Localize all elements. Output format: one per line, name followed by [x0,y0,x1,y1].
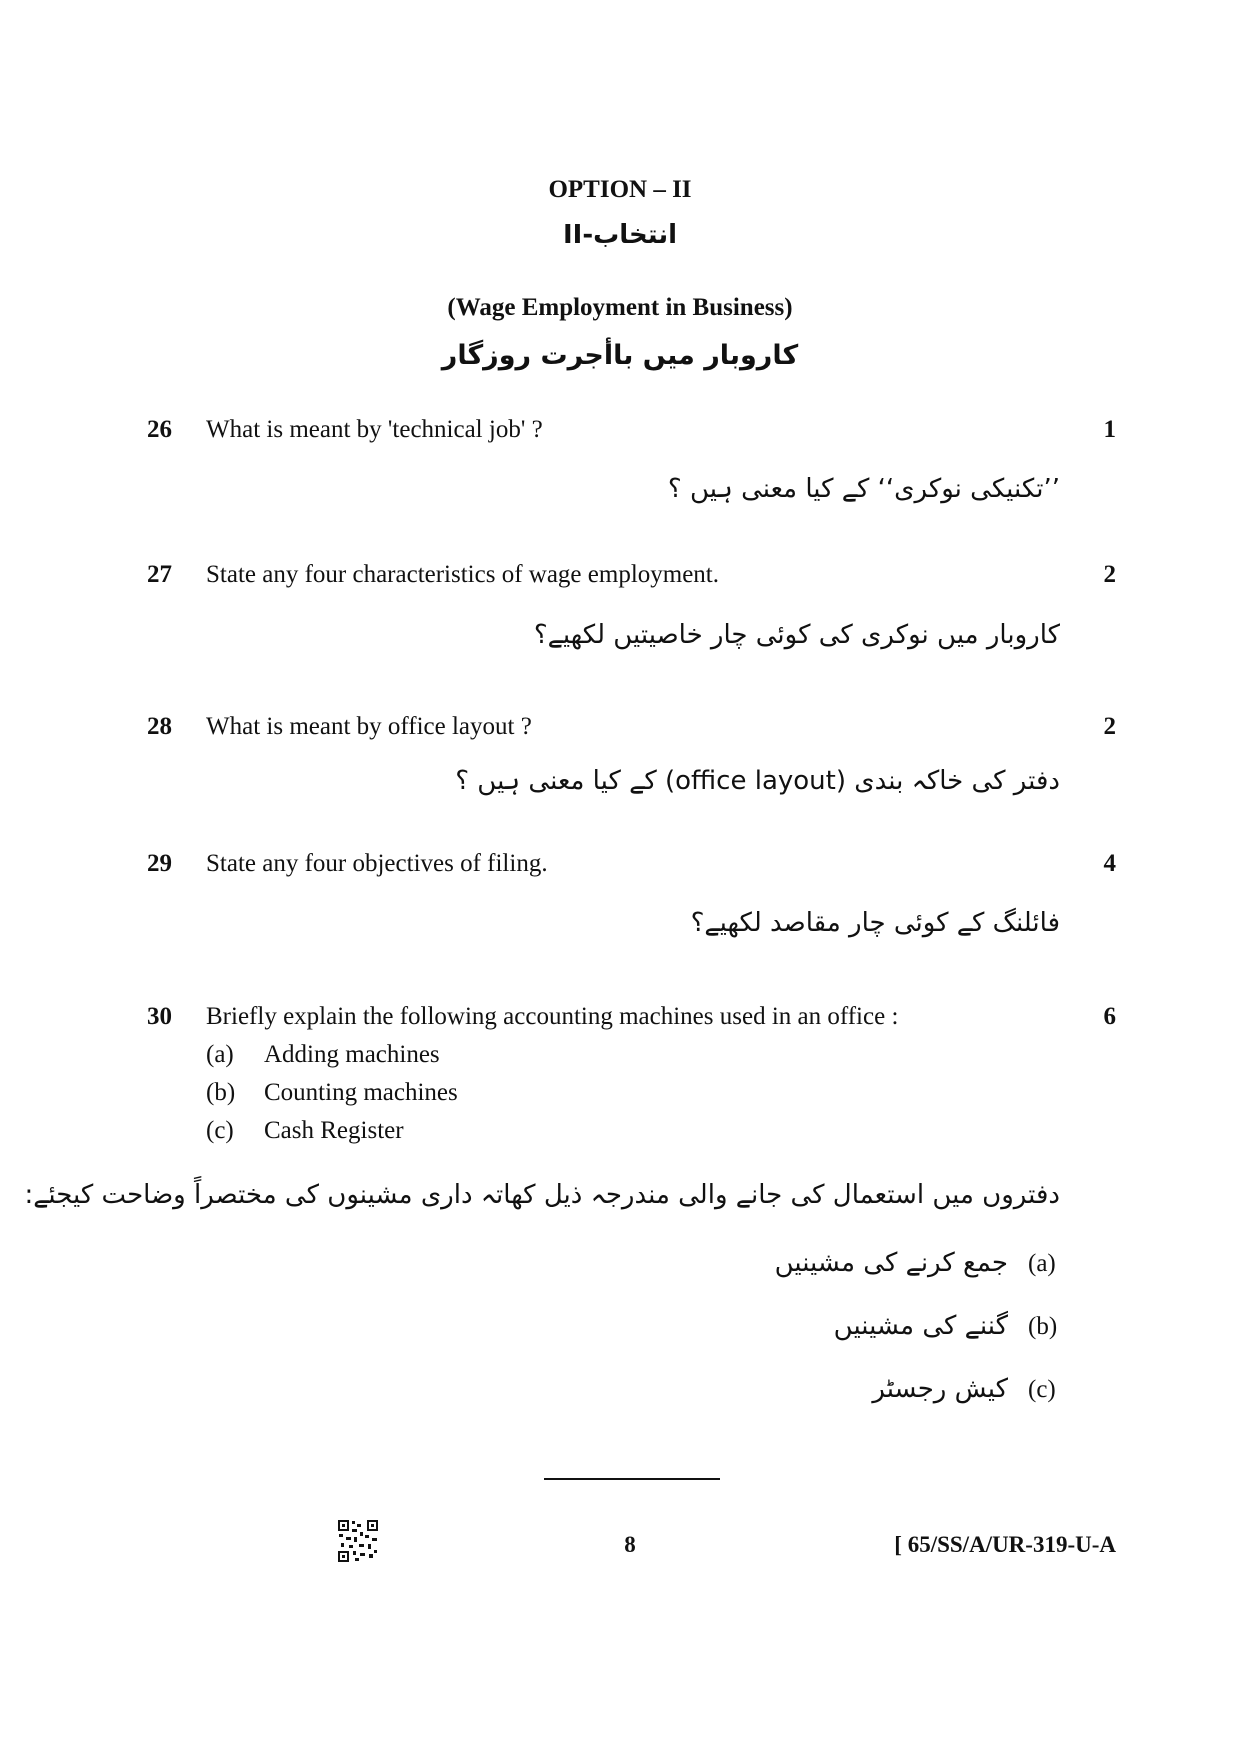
sub-item-text: Adding machines [264,1041,440,1068]
question-text: State any four objectives of filing. [206,850,548,877]
option-title: OPTION – II [548,176,692,203]
end-divider [544,1478,720,1480]
sub-item-text-urdu: کیش رجسٹر [872,1374,1008,1404]
question-text: State any four characteristics of wage employment. [206,561,720,588]
paper-code: [ 65/SS/A/UR-319-U-A [894,1532,1116,1557]
question-number: 29 [147,850,172,877]
question-number: 26 [147,416,172,443]
qr-code-icon [338,1520,378,1562]
sub-item-text-urdu: جمع کرنے کی مشینیں [774,1248,1008,1278]
sub-item-label-urdu: (a) [1028,1250,1056,1277]
question-marks: 2 [1103,713,1116,740]
question-number: 28 [147,713,172,740]
question-number: 30 [147,1003,172,1030]
question-text: What is meant by 'technical job' ? [206,416,543,443]
question-marks: 4 [1103,850,1116,877]
sub-item-text-urdu: گننے کی مشینیں [833,1311,1008,1341]
sub-item-label: (c) [206,1117,234,1144]
sub-item-label-urdu: (c) [1028,1376,1056,1403]
sub-item-label: (a) [206,1041,234,1068]
sub-item-label-urdu: (b) [1028,1313,1058,1340]
question-text: What is meant by office layout ? [206,713,532,740]
page-number: 8 [624,1532,636,1557]
question-text-urdu: ’’تکنیکی نوکری‘‘ کے کیا معنی ہیں ؟ [667,474,1060,504]
sub-item-text: Counting machines [264,1079,458,1106]
section-title: (Wage Employment in Business) [447,294,793,321]
question-text-urdu: فائلنگ کے کوئی چار مقاصد لکھیے؟ [690,908,1060,938]
question-text-urdu: دفتر کی خاکہ بندی (office layout) کے کیا معنی ہیں ؟ [455,766,1060,796]
question-text-urdu: کاروبار میں نوکری کی کوئی چار خاصیتیں لکھیے؟ [533,620,1060,650]
option-title-urdu: II-انتخاب [562,220,678,250]
question-text: Briefly explain the following accounting machines used in an office : [206,1003,899,1030]
question-number: 27 [147,561,172,588]
section-title-urdu: کاروبار میں باأجرت روزگار [441,340,799,371]
question-marks: 1 [1103,416,1116,443]
sub-item-text: Cash Register [264,1117,404,1144]
question-text-urdu: دفتروں میں استعمال کی جانے والی مندرجہ ذیل کھاتہ داری مشینوں کی مختصراً وضاحت کیجئے: [24,1180,1060,1210]
question-marks: 2 [1103,561,1116,588]
question-marks: 6 [1103,1003,1116,1030]
sub-item-label: (b) [206,1079,236,1106]
